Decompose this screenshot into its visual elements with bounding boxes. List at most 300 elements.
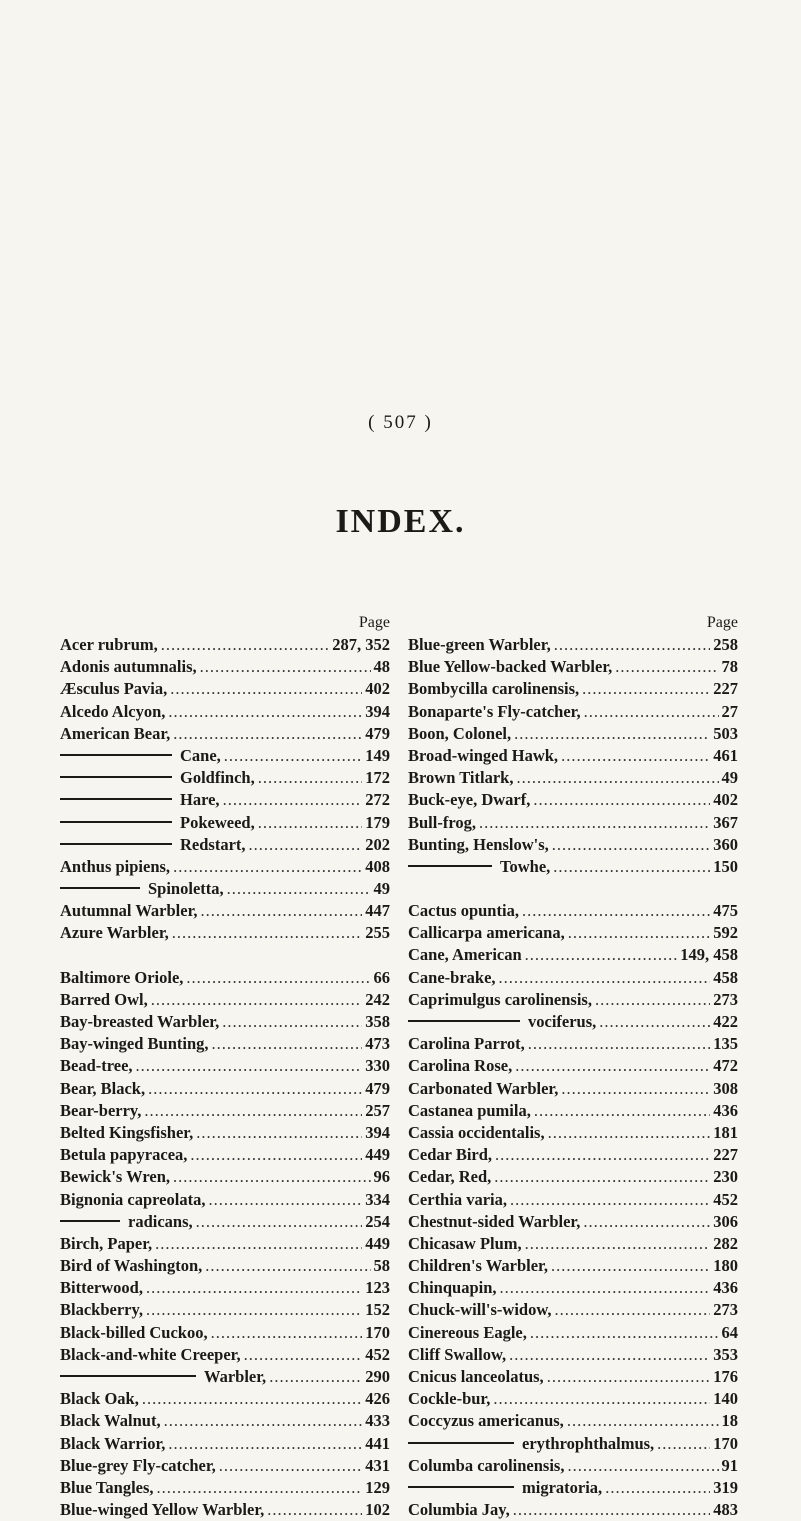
index-entry bbox=[408, 944, 738, 966]
index-entry bbox=[60, 1055, 390, 1077]
entry-page-number: 473 bbox=[365, 1034, 390, 1054]
entry-name: Chicasaw Plum, bbox=[408, 1233, 522, 1253]
entry-page-number: 394 bbox=[365, 1122, 390, 1142]
leader-dots bbox=[190, 1144, 362, 1166]
entry-page-number: 330 bbox=[365, 1056, 390, 1076]
entry-name: Carbonated Warbler, bbox=[408, 1078, 559, 1098]
index-entry bbox=[60, 634, 390, 656]
entry-name: Black Walnut, bbox=[60, 1411, 161, 1431]
ditto-dash bbox=[60, 843, 172, 845]
entry-page-number: 402 bbox=[365, 679, 390, 699]
index-entry bbox=[60, 812, 390, 834]
index-entry bbox=[60, 1166, 390, 1188]
entry-page-number: 230 bbox=[713, 1167, 738, 1187]
index-entry bbox=[60, 1233, 390, 1255]
index-entry bbox=[60, 723, 390, 745]
entry-page-number: 449 bbox=[365, 1233, 390, 1253]
leader-dots bbox=[584, 701, 719, 723]
leader-dots bbox=[196, 1122, 362, 1144]
entry-page-number: 258 bbox=[713, 635, 738, 654]
entry-name: Broad-winged Hawk, bbox=[408, 745, 559, 765]
entry-name: Cane, bbox=[180, 745, 221, 765]
entry-page-number: 255 bbox=[365, 923, 390, 943]
entry-name: Redstart, bbox=[180, 834, 246, 854]
entry-name: Carolina Parrot, bbox=[408, 1034, 525, 1054]
leader-dots bbox=[495, 1144, 710, 1166]
leader-dots bbox=[553, 856, 710, 878]
index-entry bbox=[408, 1299, 738, 1321]
entry-name: Bull-frog, bbox=[408, 812, 476, 832]
leader-dots bbox=[219, 1455, 362, 1477]
leader-dots bbox=[567, 1410, 719, 1432]
entry-name: Azure Warbler, bbox=[60, 923, 169, 943]
entry-name: Anthus pipiens, bbox=[60, 856, 171, 876]
leader-dots bbox=[568, 922, 711, 944]
entry-name: Cliff Swallow, bbox=[408, 1344, 507, 1364]
entry-page-number: 149, 458 bbox=[680, 945, 738, 965]
entry-page-number: 306 bbox=[713, 1211, 738, 1231]
entry-page-number: 479 bbox=[365, 723, 390, 743]
index-entry bbox=[408, 900, 738, 922]
index-entry bbox=[408, 745, 738, 767]
entry-name: Cactus opuntia, bbox=[408, 901, 519, 921]
entry-name: Columbia Jay, bbox=[408, 1500, 510, 1520]
leader-dots bbox=[530, 1322, 719, 1344]
leader-dots bbox=[142, 1388, 362, 1410]
index-entry bbox=[408, 1499, 738, 1521]
entry-name: Adonis autumnalis, bbox=[60, 657, 197, 677]
entry-name: Pokeweed, bbox=[180, 812, 255, 832]
index-entry bbox=[408, 1211, 738, 1233]
leader-dots bbox=[533, 789, 710, 811]
entry-name: Black-billed Cuckoo, bbox=[60, 1322, 208, 1342]
index-entry bbox=[60, 656, 390, 678]
entry-page-number: 402 bbox=[713, 790, 738, 810]
index-entry bbox=[408, 1011, 738, 1033]
ditto-dash bbox=[60, 887, 140, 889]
ditto-dash bbox=[408, 1020, 520, 1022]
entry-name: Cedar, Red, bbox=[408, 1167, 492, 1187]
entry-page-number: 367 bbox=[713, 812, 738, 832]
index-entry bbox=[60, 1322, 390, 1344]
index-entry bbox=[408, 1100, 738, 1122]
entry-page-number: 358 bbox=[365, 1012, 390, 1031]
entry-name: Blue-grey Fly-catcher, bbox=[60, 1455, 216, 1475]
index-entry bbox=[408, 634, 738, 656]
index-entry bbox=[408, 834, 738, 856]
page-title: INDEX. bbox=[335, 503, 466, 540]
entry-page-number: 179 bbox=[365, 812, 390, 832]
entry-page-number: 180 bbox=[713, 1256, 738, 1276]
entry-name: Chinquapin, bbox=[408, 1278, 497, 1298]
entry-page-number: 254 bbox=[365, 1211, 390, 1231]
entry-page-number: 319 bbox=[713, 1477, 738, 1497]
entry-page-number: 479 bbox=[365, 1078, 390, 1098]
entry-page-number: 140 bbox=[713, 1389, 738, 1409]
entry-name: Certhia varia, bbox=[408, 1189, 507, 1209]
index-entry bbox=[408, 701, 738, 723]
index-entry bbox=[60, 678, 390, 700]
entry-name: Boon, Colonel, bbox=[408, 723, 512, 743]
index-entry bbox=[408, 1255, 738, 1277]
leader-dots bbox=[555, 1299, 711, 1321]
entry-name: Black Warrior, bbox=[60, 1433, 166, 1453]
index-entry bbox=[408, 1189, 738, 1211]
leader-dots bbox=[583, 1211, 710, 1233]
entry-page-number: 181 bbox=[713, 1122, 738, 1142]
entry-page-number: 287, 352 bbox=[332, 635, 390, 654]
leader-dots bbox=[146, 1299, 362, 1321]
index-entry bbox=[60, 1211, 390, 1233]
index-entry bbox=[408, 1055, 738, 1077]
entry-name: Callicarpa americana, bbox=[408, 923, 565, 943]
index-entry bbox=[408, 989, 738, 1011]
entry-page-number: 176 bbox=[713, 1367, 738, 1386]
entry-name: Alcedo Alcyon, bbox=[60, 701, 166, 721]
entry-name: Bunting, Henslow's, bbox=[408, 834, 549, 854]
entry-page-number: 172 bbox=[365, 768, 390, 788]
index-entry bbox=[60, 834, 390, 856]
entry-name: migratoria, bbox=[522, 1477, 603, 1497]
leader-dots bbox=[595, 989, 710, 1011]
index-entry bbox=[60, 1366, 390, 1388]
index-entry bbox=[60, 1189, 390, 1211]
entry-page-number: 58 bbox=[373, 1256, 390, 1276]
leader-dots bbox=[173, 1166, 370, 1188]
index-entry bbox=[60, 1455, 390, 1477]
entry-page-number: 91 bbox=[721, 1455, 738, 1475]
entry-name: Cane, American bbox=[408, 945, 522, 965]
leader-dots bbox=[172, 922, 362, 944]
index-entry bbox=[408, 1322, 738, 1344]
leader-dots bbox=[525, 944, 678, 966]
index-entry bbox=[60, 878, 390, 900]
entry-page-number: 431 bbox=[365, 1455, 390, 1475]
leader-dots bbox=[515, 1055, 710, 1077]
index-entry bbox=[408, 1433, 738, 1455]
entry-page-number: 272 bbox=[365, 790, 390, 810]
entry-name: Brown Titlark, bbox=[408, 768, 514, 788]
entry-name: Chestnut-sided Warbler, bbox=[408, 1211, 581, 1231]
leader-dots bbox=[144, 1100, 362, 1122]
leader-dots bbox=[554, 634, 711, 656]
entry-page-number: 408 bbox=[365, 856, 390, 876]
entry-page-number: 123 bbox=[365, 1278, 390, 1298]
entry-page-number: 436 bbox=[713, 1278, 738, 1298]
leader-dots bbox=[500, 1277, 711, 1299]
entry-page-number: 202 bbox=[365, 834, 390, 854]
leader-dots bbox=[208, 1189, 362, 1211]
entry-name: Bitterwood, bbox=[60, 1278, 143, 1298]
ditto-dash bbox=[408, 1486, 514, 1488]
entry-page-number: 308 bbox=[713, 1078, 738, 1098]
index-column-left bbox=[60, 612, 390, 1521]
leader-dots bbox=[479, 812, 710, 834]
entry-name: American Bear, bbox=[60, 723, 171, 743]
entry-page-number: 475 bbox=[713, 901, 738, 921]
leader-dots bbox=[516, 767, 718, 789]
entry-name: Cinereous Eagle, bbox=[408, 1322, 527, 1342]
entry-name: Carolina Rose, bbox=[408, 1056, 513, 1076]
entry-name: Castanea pumila, bbox=[408, 1100, 531, 1120]
entry-name: Blue-green Warbler, bbox=[408, 635, 551, 654]
entry-name: Blue Yellow-backed Warbler, bbox=[408, 657, 613, 677]
entry-name: Caprimulgus carolinensis, bbox=[408, 989, 592, 1009]
leader-dots bbox=[499, 967, 711, 989]
entry-page-number: 227 bbox=[713, 1145, 738, 1165]
entry-page-number: 49 bbox=[373, 879, 390, 899]
leader-dots bbox=[509, 1344, 710, 1366]
entry-name: Bear-berry, bbox=[60, 1100, 142, 1120]
leader-dots bbox=[161, 634, 329, 656]
index-entry bbox=[408, 789, 738, 811]
entry-page-number: 433 bbox=[365, 1411, 390, 1431]
leader-dots bbox=[615, 656, 718, 678]
index-entry bbox=[60, 745, 390, 767]
index-entry bbox=[60, 1433, 390, 1455]
entry-name: Bead-tree, bbox=[60, 1056, 133, 1076]
entry-page-number: 102 bbox=[365, 1500, 390, 1520]
leader-dots bbox=[211, 1322, 363, 1344]
leader-dots bbox=[258, 767, 363, 789]
entry-name: Cnicus lanceolatus, bbox=[408, 1367, 544, 1386]
entry-name: Bonaparte's Fly-catcher, bbox=[408, 701, 581, 721]
entry-page-number: 242 bbox=[365, 989, 390, 1009]
entry-page-number: 449 bbox=[365, 1145, 390, 1165]
entry-name: Goldfinch, bbox=[180, 768, 255, 788]
index-entry bbox=[408, 767, 738, 789]
page-column-label: Page bbox=[358, 614, 390, 631]
entry-name: Children's Warbler, bbox=[408, 1256, 548, 1276]
entry-name: Warbler, bbox=[204, 1367, 267, 1386]
entry-page-number: 78 bbox=[721, 657, 738, 677]
entry-page-number: 64 bbox=[721, 1322, 738, 1342]
leader-dots bbox=[173, 856, 362, 878]
ditto-dash bbox=[60, 776, 172, 778]
entry-page-number: 282 bbox=[713, 1233, 738, 1253]
entry-page-number: 334 bbox=[365, 1189, 390, 1209]
leader-dots bbox=[205, 1255, 370, 1277]
leader-dots bbox=[164, 1410, 363, 1432]
entry-name: Bay-breasted Warbler, bbox=[60, 1012, 220, 1031]
entry-name: Coccyzus americanus, bbox=[408, 1411, 564, 1431]
entry-name: Chuck-will's-widow, bbox=[408, 1300, 552, 1320]
index-entry bbox=[408, 922, 738, 944]
leader-dots bbox=[157, 1477, 363, 1499]
index-entry bbox=[408, 1078, 738, 1100]
leader-dots bbox=[605, 1477, 710, 1499]
leader-dots bbox=[582, 678, 710, 700]
leader-dots bbox=[561, 745, 710, 767]
entry-name: Baltimore Oriole, bbox=[60, 967, 184, 987]
entry-name: Bear, Black, bbox=[60, 1078, 146, 1098]
entry-name: Bombycilla carolinensis, bbox=[408, 679, 580, 699]
leader-dots bbox=[514, 723, 710, 745]
leader-dots bbox=[525, 1233, 711, 1255]
index-entry bbox=[408, 1344, 738, 1366]
index-entry bbox=[408, 856, 738, 878]
entry-page-number: 353 bbox=[713, 1344, 738, 1364]
leader-dots bbox=[222, 1011, 362, 1033]
entry-name: Cockle-bur, bbox=[408, 1389, 491, 1409]
leader-dots bbox=[201, 900, 363, 922]
entry-name: Black Oak, bbox=[60, 1389, 139, 1409]
leader-dots bbox=[513, 1499, 710, 1521]
entry-name: Acer rubrum, bbox=[60, 635, 158, 654]
entry-name: Blackberry, bbox=[60, 1300, 143, 1320]
index-column-right bbox=[408, 612, 738, 1521]
entry-name: Birch, Paper, bbox=[60, 1233, 153, 1253]
ditto-dash bbox=[60, 798, 172, 800]
index-entry bbox=[408, 812, 738, 834]
entry-page-number: 257 bbox=[365, 1100, 390, 1120]
index-entry bbox=[60, 1011, 390, 1033]
index-entry bbox=[60, 1410, 390, 1432]
index-entry bbox=[408, 1277, 738, 1299]
index-entry bbox=[60, 1033, 390, 1055]
entry-page-number: 472 bbox=[713, 1056, 738, 1076]
leader-dots bbox=[494, 1166, 710, 1188]
leader-dots bbox=[547, 1366, 711, 1388]
entry-page-number: 48 bbox=[373, 657, 390, 677]
entry-page-number: 360 bbox=[713, 834, 738, 854]
index-entry bbox=[408, 1388, 738, 1410]
entry-page-number: 592 bbox=[713, 923, 738, 943]
entry-page-number: 49 bbox=[721, 768, 738, 788]
index-entry bbox=[60, 1477, 390, 1499]
leader-dots bbox=[168, 701, 362, 723]
index-entry bbox=[408, 1144, 738, 1166]
leader-dots bbox=[170, 678, 362, 700]
entry-name: Belted Kingsfisher, bbox=[60, 1122, 194, 1142]
leader-dots bbox=[224, 745, 362, 767]
leader-dots bbox=[493, 1388, 710, 1410]
index-entry bbox=[60, 1255, 390, 1277]
leader-dots bbox=[249, 834, 363, 856]
leader-dots bbox=[551, 1255, 710, 1277]
entry-page-number: 461 bbox=[713, 745, 738, 765]
entry-page-number: 273 bbox=[713, 989, 738, 1009]
entry-name: Hare, bbox=[180, 790, 220, 810]
entry-name: Autumnal Warbler, bbox=[60, 901, 198, 921]
entry-name: Blue-winged Yellow Warbler, bbox=[60, 1500, 265, 1520]
index-entry bbox=[60, 856, 390, 878]
index-entry bbox=[60, 900, 390, 922]
index-entry bbox=[60, 701, 390, 723]
entry-name: Black-and-white Creeper, bbox=[60, 1344, 241, 1364]
leader-dots bbox=[212, 1033, 363, 1055]
entry-name: Bird of Washington, bbox=[60, 1256, 203, 1276]
index-entry bbox=[60, 1144, 390, 1166]
leader-dots bbox=[510, 1189, 710, 1211]
page-number: ( 507 ) bbox=[368, 412, 433, 433]
entry-name: Bay-winged Bunting, bbox=[60, 1034, 209, 1054]
leader-dots bbox=[269, 1366, 362, 1388]
page-column-label: Page bbox=[706, 614, 738, 631]
entry-page-number: 426 bbox=[365, 1389, 390, 1409]
index-entry bbox=[408, 723, 738, 745]
entry-page-number: 452 bbox=[365, 1344, 390, 1364]
entry-page-number: 436 bbox=[713, 1100, 738, 1120]
index-entry bbox=[408, 656, 738, 678]
leader-dots bbox=[534, 1100, 710, 1122]
leader-dots bbox=[552, 834, 711, 856]
leader-dots bbox=[258, 812, 363, 834]
leader-dots bbox=[146, 1277, 362, 1299]
entry-page-number: 447 bbox=[365, 901, 390, 921]
leader-dots bbox=[223, 789, 363, 811]
entry-name: Betula papyracea, bbox=[60, 1145, 188, 1165]
index-entry bbox=[60, 1122, 390, 1144]
leader-dots bbox=[200, 656, 371, 678]
index-entry bbox=[60, 1277, 390, 1299]
ditto-dash bbox=[60, 1220, 120, 1222]
entry-name: Bewick's Wren, bbox=[60, 1167, 171, 1187]
leader-dots bbox=[561, 1078, 710, 1100]
entry-page-number: 273 bbox=[713, 1300, 738, 1320]
leader-dots bbox=[267, 1499, 362, 1521]
entry-page-number: 150 bbox=[713, 856, 738, 876]
leader-dots bbox=[136, 1055, 363, 1077]
leader-dots bbox=[186, 967, 370, 989]
entry-name: erythrophthalmus, bbox=[522, 1433, 655, 1453]
entry-page-number: 290 bbox=[365, 1367, 390, 1386]
index-entry bbox=[60, 767, 390, 789]
ditto-dash bbox=[60, 1375, 196, 1377]
entry-page-number: 422 bbox=[713, 1012, 738, 1031]
entry-name: Cedar Bird, bbox=[408, 1145, 493, 1165]
entry-page-number: 149 bbox=[365, 745, 390, 765]
entry-page-number: 96 bbox=[373, 1167, 390, 1187]
entry-name: Cane-brake, bbox=[408, 967, 496, 987]
index-entries-left bbox=[60, 634, 390, 1521]
index-entry bbox=[60, 1299, 390, 1321]
index-entry bbox=[408, 967, 738, 989]
ditto-dash bbox=[408, 1442, 514, 1444]
entry-page-number: 170 bbox=[713, 1433, 738, 1453]
leader-dots bbox=[567, 1455, 718, 1477]
index-entry bbox=[60, 989, 390, 1011]
leader-dots bbox=[528, 1033, 711, 1055]
index-entry bbox=[60, 1499, 390, 1521]
entry-name: vociferus, bbox=[528, 1012, 597, 1031]
index-entry bbox=[60, 1078, 390, 1100]
entry-page-number: 483 bbox=[713, 1500, 738, 1520]
entry-page-number: 129 bbox=[365, 1477, 390, 1497]
index-entry bbox=[408, 1410, 738, 1432]
leader-dots bbox=[151, 989, 363, 1011]
entry-page-number: 66 bbox=[373, 967, 390, 987]
entry-page-number: 170 bbox=[365, 1322, 390, 1342]
entry-name: Barred Owl, bbox=[60, 989, 148, 1009]
entry-page-number: 441 bbox=[365, 1433, 390, 1453]
ditto-dash bbox=[60, 821, 172, 823]
index-entry bbox=[60, 789, 390, 811]
index-entry bbox=[408, 1366, 738, 1388]
leader-dots bbox=[227, 878, 371, 900]
index-entries-right bbox=[408, 634, 738, 1521]
entry-page-number: 394 bbox=[365, 701, 390, 721]
entry-name: Buck-eye, Dwarf, bbox=[408, 790, 531, 810]
index-entry bbox=[60, 1100, 390, 1122]
index-entry bbox=[60, 967, 390, 989]
entry-name: Columba carolinensis, bbox=[408, 1455, 565, 1475]
entry-name: radicans, bbox=[128, 1211, 193, 1231]
entry-page-number: 27 bbox=[721, 701, 738, 721]
leader-dots bbox=[168, 1433, 362, 1455]
index-entry bbox=[408, 1477, 738, 1499]
leader-dots bbox=[244, 1344, 363, 1366]
